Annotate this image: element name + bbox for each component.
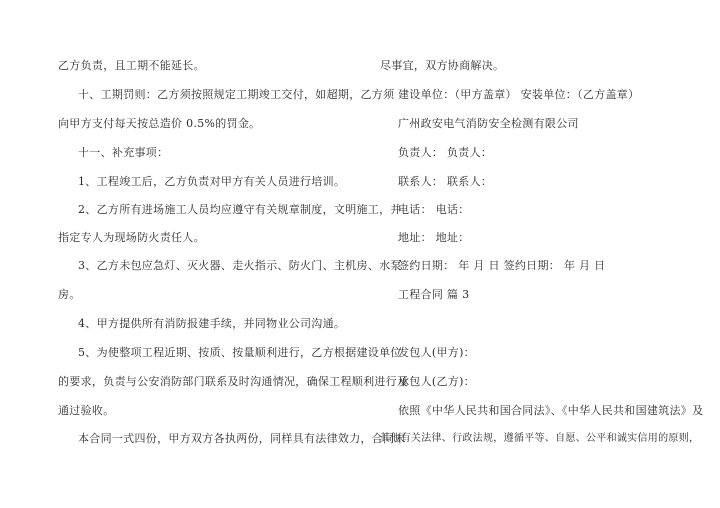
right-line-2: 建设单位：（甲方盖章） 安装单位：（乙方盖章） (398, 88, 640, 101)
left-line-6: 2、乙方所有进场施工人员均应遵守有关规章制度，文明施工，并 (78, 203, 402, 216)
right-line-1: 尽事宜，双方协商解决。 (380, 59, 505, 72)
left-line-2: 十、工期罚则：乙方须按照规定工期竣工交付，如超期，乙方须 (78, 88, 395, 101)
left-line-4: 十一、补充事项： (78, 146, 169, 159)
right-line-7: 地址： 地址： (398, 231, 470, 244)
right-line-6: 电话： 电话： (398, 203, 470, 216)
right-line-3: 广州政安电气消防安全检测有限公司 (398, 117, 579, 130)
left-line-3: 向甲方支付每天按总造价 0.5%的罚金。 (58, 117, 261, 130)
right-line-5: 联系人： 联系人： (398, 175, 493, 188)
left-line-11: 5、为使整项工程近期、按质、按量顺利进行，乙方根据建设单位 (78, 346, 402, 359)
right-line-12: 依照《中华人民共和国合同法》、《中华人民共和国建筑法》及 (398, 404, 704, 417)
left-line-14: 本合同一式四份，甲方双方各执两份，同样具有法律效力，合同未 (78, 432, 406, 445)
left-line-9: 房。 (58, 288, 81, 301)
right-line-4: 负责人： 负责人： (398, 146, 493, 159)
left-line-7: 指定专人为现场防火责任人。 (58, 231, 205, 244)
right-line-13: 其他有关法律、行政法规，遵循平等、自愿、公平和诚实信用的原则， (380, 433, 700, 444)
right-line-11: 承包人(乙方)： (398, 375, 475, 388)
right-line-8: 签约日期： 年 月 日 签约日期： 年 月 日 (398, 259, 606, 272)
left-line-10: 4、甲方提供所有消防报建手续，并同物业公司沟通。 (78, 317, 346, 330)
left-line-12: 的要求，负责与公安消防部门联系及时沟通情况，确保工程顺利进行及 (58, 375, 409, 388)
left-line-1: 乙方负责，且工期不能延长。 (58, 59, 205, 72)
right-line-9: 工程合同 篇 3 (398, 288, 470, 301)
left-line-13: 通过验收。 (58, 404, 115, 417)
left-line-5: 1、工程竣工后，乙方负责对甲方有关人员进行培训。 (78, 175, 346, 188)
right-line-10: 发包人(甲方)： (398, 346, 475, 359)
left-line-8: 3、乙方未包应急灯、灭火器、走火指示、防火门、主机房、水泵 (78, 259, 402, 272)
